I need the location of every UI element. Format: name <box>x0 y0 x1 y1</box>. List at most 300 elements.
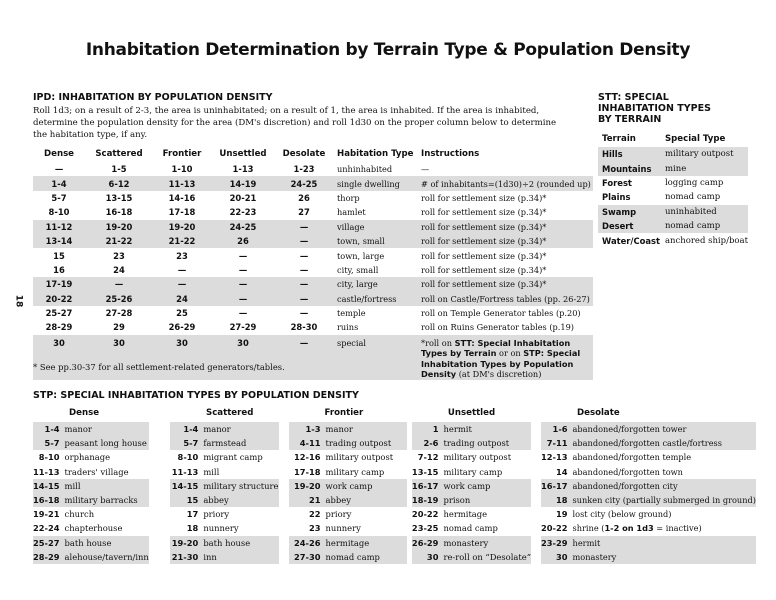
special-type-cell: shrine (1-2 on 1d3 = inactive) <box>572 523 702 534</box>
roll-range-cell: 19-21 <box>33 509 60 520</box>
ipd-col-header: Instructions <box>421 149 480 159</box>
roll-range-cell: 20-21 <box>229 192 257 203</box>
roll-range-cell: 11-13 <box>171 466 199 477</box>
roll-range-cell: 13-15 <box>105 192 133 203</box>
roll-range-cell: 25-27 <box>45 308 73 319</box>
ipd-col-header: Scattered <box>95 149 143 159</box>
table-row <box>33 422 149 436</box>
roll-range-cell: 19-20 <box>289 479 326 493</box>
habitation-type-cell: temple <box>337 308 366 319</box>
roll-range-cell: 14-15 <box>170 479 203 493</box>
ipd-section <box>33 92 593 380</box>
roll-range-cell: 25-27 <box>33 536 65 550</box>
table-row <box>289 465 407 479</box>
roll-range-cell: 20-22 <box>541 523 568 534</box>
footnote: * See pp.30-37 for all settlement-related generators/tables. <box>33 362 285 372</box>
special-type-cell: priory <box>203 509 230 520</box>
roll-range-cell: — <box>238 264 248 275</box>
table-row <box>541 550 756 564</box>
roll-range-cell: 30 <box>33 335 85 380</box>
table-row <box>33 436 149 450</box>
roll-range-cell: 16-17 <box>412 479 444 493</box>
roll-range-cell: 14-15 <box>33 479 65 493</box>
table-row <box>33 507 149 521</box>
special-type-cell: military camp <box>443 466 503 477</box>
table-row <box>412 450 531 464</box>
habitation-type-cell: town, small <box>333 234 417 248</box>
roll-range-cell: 27-28 <box>105 308 133 319</box>
table-row <box>170 521 279 535</box>
roll-range-cell: — <box>275 292 333 306</box>
ipd-header-row <box>33 146 593 162</box>
stt-heading-line: INHABITATION TYPES <box>598 103 711 114</box>
roll-range-cell: 1-13 <box>232 164 254 175</box>
table-row <box>598 161 748 175</box>
ipd-table <box>33 146 593 380</box>
ipd-intro: Roll 1d3; on a result of 2-3, the area is uninhabitated; on a result of 1, the area is inhabited. If the area is inhabited, determine the population density for the area (DM's discretion) and roll 1d30 on the proper column below to determine the habitation type, if any. <box>33 106 557 140</box>
table-row <box>33 450 149 464</box>
table-row <box>412 507 531 521</box>
table-row <box>33 465 149 479</box>
stp-table <box>170 422 279 564</box>
terrain-cell: Plains <box>602 192 631 203</box>
table-row <box>598 176 748 190</box>
roll-range-cell: 21-22 <box>153 234 211 248</box>
special-type-cell: hermit <box>443 422 531 436</box>
roll-range-cell: 30 <box>85 335 153 380</box>
special-type-cell: migrant camp <box>203 452 263 463</box>
instructions-cell: roll for settlement size (p.34)* <box>421 207 547 218</box>
special-type-cell: nunnery <box>203 523 239 534</box>
roll-range-cell: 15 <box>53 250 65 261</box>
roll-range-cell: 1-10 <box>171 164 193 175</box>
roll-range-cell: — <box>275 277 333 291</box>
special-type-cell: priory <box>325 509 352 520</box>
roll-range-cell: — <box>299 264 309 275</box>
table-row <box>33 306 593 320</box>
special-type-cell: nomad camp <box>326 550 407 564</box>
roll-range-cell: 23-25 <box>411 523 439 534</box>
roll-range-cell: 11-13 <box>153 176 211 190</box>
roll-range-cell: 1-4 <box>170 422 203 436</box>
terrain-cell: Forest <box>602 177 632 188</box>
roll-range-cell: 18 <box>186 523 199 534</box>
table-row <box>598 205 748 219</box>
special-type-cell: military outpost <box>325 452 394 463</box>
special-type-cell: abandoned/forgotten temple <box>572 452 692 463</box>
special-type-cell: military outpost <box>443 452 512 463</box>
ipd-col-header: Frontier <box>162 149 202 159</box>
roll-range-cell: — <box>211 292 275 306</box>
page-title: Inhabitation Determination by Terrain Type & Population Density <box>85 40 691 60</box>
roll-range-cell: 22-23 <box>229 207 257 218</box>
table-row <box>412 422 531 436</box>
roll-range-cell: 12-13 <box>541 452 568 463</box>
special-type-cell: anchored ship/boat <box>664 235 748 246</box>
table-row <box>170 450 279 464</box>
roll-range-cell: 14 <box>556 466 568 477</box>
special-type-cell: abbey <box>203 493 278 507</box>
habitation-type-cell: special <box>333 335 417 380</box>
roll-range-cell: 30 <box>541 550 573 564</box>
roll-range-cell: 28-30 <box>290 322 318 333</box>
roll-range-cell: 12-16 <box>293 452 321 463</box>
table-reference: STT: Special Inhabitation Types by Terrain <box>421 337 571 359</box>
roll-range-cell: 24 <box>113 264 125 275</box>
terrain-cell: Hills <box>598 147 661 161</box>
bold-text: 1-2 on 1d3 <box>604 523 654 534</box>
stp-column-header: Unsettled <box>447 408 496 418</box>
roll-range-cell: 13-14 <box>33 234 85 248</box>
table-row <box>541 422 756 436</box>
roll-range-cell: 21-30 <box>170 550 203 564</box>
roll-range-cell: 1-4 <box>33 176 85 190</box>
table-row <box>289 521 407 535</box>
habitation-type-cell: city, large <box>333 277 417 291</box>
stp-column-desolate <box>541 405 756 564</box>
table-row <box>289 550 407 564</box>
roll-range-cell: 25-26 <box>85 292 153 306</box>
special-type-cell: lost city (below ground) <box>572 509 672 520</box>
special-type-cell: hermit <box>573 536 756 550</box>
instructions-cell: roll for settlement size (p.34)* <box>421 264 547 275</box>
stt-section <box>598 92 748 248</box>
roll-range-cell: 22-24 <box>33 523 60 534</box>
roll-range-cell: 4-11 <box>289 436 326 450</box>
roll-range-cell: 28-29 <box>45 322 73 333</box>
table-row <box>412 536 531 550</box>
table-row <box>289 422 407 436</box>
roll-range-cell: 18-19 <box>412 493 444 507</box>
table-row <box>598 190 748 204</box>
special-type-cell: abandoned/forgotten tower <box>573 422 756 436</box>
special-type-cell: inn <box>203 550 278 564</box>
habitation-type-cell: single dwelling <box>333 176 417 190</box>
table-row <box>33 191 593 205</box>
table-row <box>289 479 407 493</box>
roll-range-cell: 5-7 <box>170 436 203 450</box>
special-type-cell: bath house <box>65 536 149 550</box>
instructions-cell: roll for settlement size (p.34)* <box>417 277 593 291</box>
table-row <box>33 536 149 550</box>
instructions-cell: roll on Castle/Fortress tables (pp. 26-27) <box>417 292 593 306</box>
roll-range-cell: — <box>211 277 275 291</box>
roll-range-cell: 17 <box>186 509 199 520</box>
habitation-type-cell: hamlet <box>337 207 366 218</box>
roll-range-cell: 1-23 <box>293 164 315 175</box>
table-row <box>33 479 149 493</box>
roll-range-cell: 1-6 <box>541 422 573 436</box>
special-type-cell: peasant long house <box>65 436 149 450</box>
stt-col-terrain: Terrain <box>602 134 636 144</box>
roll-range-cell: 14-16 <box>168 192 196 203</box>
stp-column-header: Scattered <box>206 408 254 418</box>
table-row <box>289 436 407 450</box>
table-row <box>33 550 149 564</box>
table-row <box>33 220 593 234</box>
roll-range-cell: 30 <box>412 550 444 564</box>
table-row <box>541 450 756 464</box>
ipd-col-header: Desolate <box>282 149 326 159</box>
roll-range-cell: — <box>238 308 248 319</box>
roll-range-cell: 23 <box>113 250 125 261</box>
table-row <box>33 521 149 535</box>
ipd-heading: IPD: INHABITATION BY POPULATION DENSITY <box>33 92 273 103</box>
roll-range-cell: 11-13 <box>33 466 60 477</box>
roll-range-cell: 30 <box>153 335 211 380</box>
roll-range-cell: 7-11 <box>541 436 573 450</box>
roll-range-cell: 17-19 <box>33 277 85 291</box>
table-row <box>541 536 756 550</box>
roll-range-cell: 29 <box>113 322 125 333</box>
table-row <box>170 550 279 564</box>
habitation-type-cell: city, small <box>337 264 379 275</box>
table-row <box>33 335 593 380</box>
table-row <box>541 507 756 521</box>
roll-range-cell: 26 <box>211 234 275 248</box>
roll-range-cell: 26-29 <box>412 536 444 550</box>
stp-column-frontier <box>289 405 407 564</box>
special-type-cell: manor <box>203 422 278 436</box>
special-type-cell: trading outpost <box>326 436 407 450</box>
special-type-cell: sunken city (partially submerged in ground) <box>573 493 756 507</box>
roll-range-cell: 27-30 <box>289 550 326 564</box>
roll-range-cell: 8-10 <box>48 207 70 218</box>
table-row <box>412 521 531 535</box>
terrain-cell: Desert <box>598 219 661 233</box>
roll-range-cell: 8-10 <box>177 452 199 463</box>
stt-heading <box>598 92 748 125</box>
roll-range-cell: — <box>299 250 309 261</box>
table-row <box>289 450 407 464</box>
special-type-cell: traders' village <box>64 466 129 477</box>
roll-range-cell: 5-7 <box>33 436 65 450</box>
stp-section <box>33 390 756 564</box>
table-row <box>541 436 756 450</box>
roll-range-cell: 19 <box>556 509 568 520</box>
terrain-cell: Swamp <box>598 205 661 219</box>
table-row <box>170 422 279 436</box>
roll-range-cell: 1-5 <box>111 164 127 175</box>
special-type-cell: military outpost <box>661 147 748 161</box>
table-reference: STP: Special Inhabitation Types by Population Density <box>421 348 581 380</box>
ipd-col-header: Habitation Type <box>337 149 414 159</box>
roll-range-cell: 24 <box>153 292 211 306</box>
special-type-cell: abandoned/forgotten town <box>572 466 683 477</box>
special-type-cell: nomad camp <box>664 192 721 203</box>
terrain-cell: Water/Coast <box>602 235 661 246</box>
special-type-cell: work camp <box>326 479 407 493</box>
roll-range-cell: 1 <box>412 422 444 436</box>
table-row <box>541 479 756 493</box>
stp-table <box>541 422 756 564</box>
ipd-body <box>33 162 593 380</box>
instructions-cell: roll for settlement size (p.34)* <box>421 250 547 261</box>
table-row <box>598 147 748 161</box>
roll-range-cell: 30 <box>211 335 275 380</box>
table-row <box>33 263 593 277</box>
roll-range-cell: 16-17 <box>541 479 573 493</box>
special-type-cell: nomad camp <box>443 523 498 534</box>
stp-column-unsettled <box>412 405 531 564</box>
instructions-cell: roll on Ruins Generator tables (p.19) <box>421 322 574 333</box>
roll-range-cell: — <box>238 250 248 261</box>
table-row <box>170 436 279 450</box>
table-row <box>541 521 756 535</box>
table-row <box>33 277 593 291</box>
roll-range-cell: 24-25 <box>275 176 333 190</box>
special-type-cell: trading outpost <box>443 436 531 450</box>
roll-range-cell: — <box>54 164 64 175</box>
roll-range-cell: — <box>275 234 333 248</box>
stt-body <box>598 147 748 248</box>
special-type-cell: military structure <box>203 479 278 493</box>
special-type-cell: uninhabited <box>661 205 748 219</box>
special-type-cell: alehouse/tavern/inn <box>65 550 149 564</box>
stp-table <box>289 422 407 564</box>
roll-range-cell: 27 <box>298 207 310 218</box>
ipd-col-header: Unsettled <box>219 149 267 159</box>
habitation-type-cell: unhinhabited <box>337 164 393 175</box>
roll-range-cell: 5-7 <box>51 192 67 203</box>
roll-range-cell: — <box>177 264 187 275</box>
table-row <box>289 536 407 550</box>
special-type-cell: military barracks <box>65 493 149 507</box>
special-type-cell: bath house <box>203 536 278 550</box>
special-type-cell: mill <box>65 479 149 493</box>
roll-range-cell: — <box>299 308 309 319</box>
terrain-cell: Mountains <box>598 161 661 175</box>
habitation-type-cell: village <box>333 220 417 234</box>
table-row <box>33 162 593 176</box>
instructions-cell: — <box>421 164 430 175</box>
roll-range-cell: — <box>275 220 333 234</box>
table-row <box>170 493 279 507</box>
special-type-cell: abandoned/forgotten city <box>573 479 756 493</box>
special-type-cell: nomad camp <box>661 219 748 233</box>
table-row <box>412 550 531 564</box>
ipd-col-header: Dense <box>43 149 75 159</box>
roll-range-cell: 17-18 <box>168 207 196 218</box>
stp-column-dense <box>33 405 149 564</box>
table-row <box>33 176 593 190</box>
special-type-cell: orphanage <box>64 452 111 463</box>
stt-col-type: Special Type <box>664 134 726 144</box>
roll-range-cell: 25 <box>176 308 188 319</box>
roll-range-cell: 16-18 <box>33 493 65 507</box>
roll-range-cell: 21 <box>289 493 326 507</box>
table-row <box>33 248 593 262</box>
roll-range-cell: 7-12 <box>417 452 439 463</box>
roll-range-cell: 16 <box>53 264 65 275</box>
habitation-type-cell: thorp <box>337 192 360 203</box>
table-row <box>170 507 279 521</box>
roll-range-cell: 15 <box>170 493 203 507</box>
special-type-cell: mine <box>661 161 748 175</box>
roll-range-cell: 24-25 <box>211 220 275 234</box>
stp-heading: STP: SPECIAL INHABITATION TYPES BY POPULATION DENSITY <box>33 390 359 401</box>
instructions-cell: roll for settlement size (p.34)* <box>421 192 547 203</box>
roll-range-cell: 21-22 <box>85 234 153 248</box>
roll-range-cell: 1-3 <box>289 422 326 436</box>
roll-range-cell: 24-26 <box>289 536 326 550</box>
stp-column-header: Frontier <box>324 408 364 418</box>
stt-heading-line: BY TERRAIN <box>598 114 662 125</box>
roll-range-cell: 1-4 <box>33 422 65 436</box>
stt-table <box>598 131 748 248</box>
stt-heading-line: STT: SPECIAL <box>598 92 669 103</box>
table-row <box>412 436 531 450</box>
table-row <box>412 465 531 479</box>
special-type-cell: church <box>64 509 95 520</box>
roll-range-cell: 22 <box>308 509 321 520</box>
special-type-cell: abandoned/forgotten castle/fortress <box>573 436 756 450</box>
instructions-cell: roll on Temple Generator tables (p.20) <box>421 308 581 319</box>
table-row <box>33 205 593 219</box>
roll-range-cell: 27-29 <box>229 322 257 333</box>
special-type-cell: hermitage <box>443 509 488 520</box>
roll-range-cell: 23-29 <box>541 536 573 550</box>
special-type-cell: monastery <box>443 536 531 550</box>
roll-range-cell: 23 <box>308 523 321 534</box>
table-row <box>33 493 149 507</box>
roll-range-cell: 13-15 <box>411 466 439 477</box>
stp-column-header: Desolate <box>577 408 620 418</box>
table-row <box>598 233 748 247</box>
roll-range-cell: 16-18 <box>105 207 133 218</box>
instructions-cell: roll for settlement size (p.34)* <box>417 234 593 248</box>
table-row <box>541 465 756 479</box>
instructions-cell: *roll on STT: Special Inhabitation Types by Terrain or on STP: Special Inhabitation Types by Population Density (at DM's discretion) <box>417 335 593 380</box>
special-type-cell: hermitage <box>326 536 407 550</box>
special-type-cell: work camp <box>443 479 531 493</box>
stp-column-scattered <box>170 405 279 564</box>
stt-header-row <box>598 131 748 147</box>
roll-range-cell: 19-20 <box>170 536 203 550</box>
roll-range-cell: 14-19 <box>211 176 275 190</box>
table-row <box>412 493 531 507</box>
table-row <box>33 320 593 334</box>
table-row <box>541 493 756 507</box>
special-type-cell: military camp <box>325 466 385 477</box>
table-row <box>412 479 531 493</box>
habitation-type-cell: town, large <box>337 250 385 261</box>
table-row <box>289 507 407 521</box>
table-row <box>170 479 279 493</box>
table-row <box>289 493 407 507</box>
habitation-type-cell: ruins <box>337 322 359 333</box>
instructions-cell: roll for settlement size (p.34)* <box>417 220 593 234</box>
instructions-cell: # of inhabitants=(1d30)÷2 (rounded up) <box>417 176 593 190</box>
habitation-type-cell: castle/fortress <box>333 292 417 306</box>
roll-range-cell: 19-20 <box>85 220 153 234</box>
roll-range-cell: 8-10 <box>38 452 60 463</box>
roll-range-cell: — <box>275 335 333 380</box>
stp-columns <box>33 405 756 564</box>
special-type-cell: abbey <box>326 493 407 507</box>
special-type-cell: nunnery <box>325 523 361 534</box>
special-type-cell: manor <box>326 422 407 436</box>
table-row <box>170 465 279 479</box>
roll-range-cell: 26-29 <box>168 322 196 333</box>
special-type-cell: farmstead <box>203 436 278 450</box>
roll-range-cell: 18 <box>541 493 573 507</box>
special-type-cell: mill <box>203 466 220 477</box>
stp-table <box>412 422 531 564</box>
stp-column-header: Dense <box>69 408 100 418</box>
special-type-cell: logging camp <box>664 177 724 188</box>
roll-range-cell: 28-29 <box>33 550 65 564</box>
